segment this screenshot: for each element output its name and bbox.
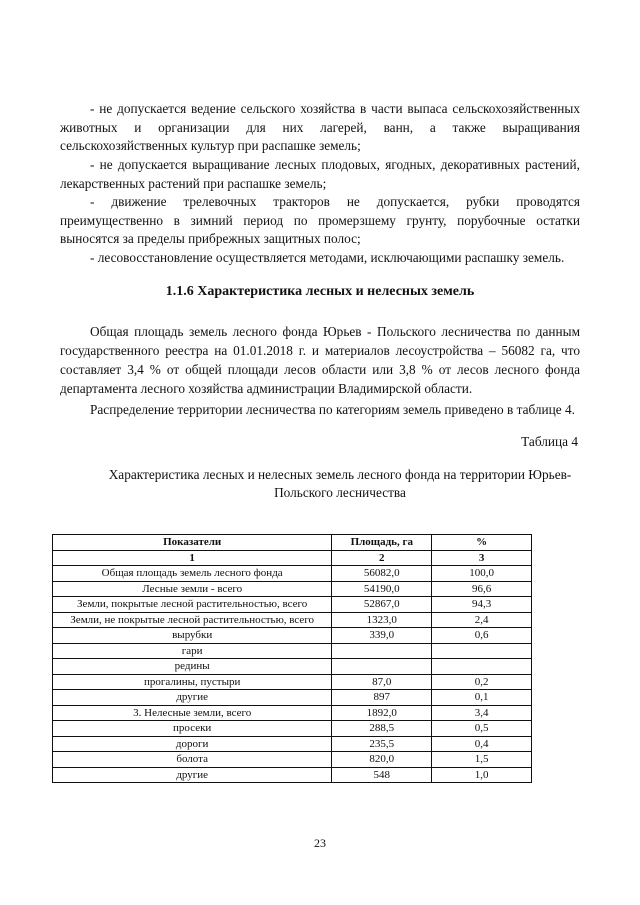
row-area [332,643,432,659]
row-label: редины [53,659,332,675]
paragraph-restriction-plants: - не допускается выращивание лесных плодовых, ягодных, декоративных растений, лекарственных растений при распашке земель; [60,157,580,191]
row-area: 54190,0 [332,581,432,597]
row-label: Общая площадь земель лесного фонда [53,566,332,582]
table-header-row [53,535,532,551]
row-percent: 0,2 [432,674,532,690]
table-row [53,643,532,659]
row-label: вырубки [53,628,332,644]
paragraph-distribution: Распределение территории лесничества по категориям земель приведено в таблице 4. [90,402,575,417]
row-area: 52867,0 [332,597,432,613]
row-percent: 1,0 [432,767,532,783]
row-label: дороги [53,736,332,752]
table-row [53,736,532,752]
row-area: 1323,0 [332,612,432,628]
paragraph-reforestation: - лесовосстановление осуществляется методами, исключающими распашку земель. [90,250,565,265]
row-area: 288,5 [332,721,432,737]
row-label: Лесные земли - всего [53,581,332,597]
row-percent: 0,1 [432,690,532,706]
land-characteristics-table [52,534,532,783]
table-label: Таблица 4 [521,434,578,449]
paragraph-total-area: Общая площадь земель лесного фонда Юрьев - Польского лесничества по данным государственного реестра на 01.01.2018 г. и материалов лесоустройства – 56082 га, что составляет 3,4 % от общей площади лесов области или 3,8 % от лесов лесного фонда департамента лесного хозяйства администрации Владимирской области. [60,324,580,396]
row-percent: 0,6 [432,628,532,644]
row-label: 3. Нелесные земли, всего [53,705,332,721]
row-label: другие [53,767,332,783]
row-percent: 3,4 [432,705,532,721]
row-area: 339,0 [332,628,432,644]
table-column-number-row [53,550,532,566]
row-label: гари [53,643,332,659]
row-area: 820,0 [332,752,432,768]
row-label: другие [53,690,332,706]
paragraph-restriction-agriculture: - не допускается ведение сельского хозяйства в части выпаса сельскохозяйственных животных и организации для них лагерей, ванн, а также выращивания сельскохозяйственных культур при распашке земель; [60,101,580,153]
table-row [53,628,532,644]
row-percent: 0,4 [432,736,532,752]
table-row [53,690,532,706]
table-row [53,721,532,737]
row-area: 87,0 [332,674,432,690]
table-row [53,566,532,582]
row-percent: 94,3 [432,597,532,613]
table-row [53,767,532,783]
section-heading: 1.1.6 Характеристика лесных и нелесных земель [165,284,475,299]
row-percent [432,659,532,675]
table-row [53,597,532,613]
row-label: Земли, покрытые лесной растительностью, всего [53,597,332,613]
table-row [53,752,532,768]
table-row [53,612,532,628]
row-label: Земли, не покрытые лесной растительностью, всего [53,612,332,628]
row-percent: 100,0 [432,566,532,582]
column-number: 3 [432,550,532,566]
row-label: болота [53,752,332,768]
table-row [53,705,532,721]
header-area: Площадь, га [332,535,432,551]
row-area: 548 [332,767,432,783]
row-area: 56082,0 [332,566,432,582]
row-area: 1892,0 [332,705,432,721]
row-percent: 2,4 [432,612,532,628]
table-row [53,674,532,690]
table-row [53,659,532,675]
row-percent: 1,5 [432,752,532,768]
row-area: 235,5 [332,736,432,752]
table-title: Характеристика лесных и нелесных земель лесного фонда на территории Юрьев-Польского лесничества [108,467,572,500]
row-area [332,659,432,675]
column-number: 2 [332,550,432,566]
header-percent: % [432,535,532,551]
row-percent: 0,5 [432,721,532,737]
row-label: просеки [53,721,332,737]
paragraph-restriction-tractors: - движение трелевочных тракторов не допускается, рубки проводятся преимущественно в зимний период по промерзшему грунту, порубочные остатки выносятся за пределы прибрежных защитных полос; [60,194,580,246]
header-indicators: Показатели [53,535,332,551]
table-row [53,581,532,597]
row-label: прогалины, пустыри [53,674,332,690]
row-percent [432,643,532,659]
page-number: 23 [314,836,326,850]
row-area: 897 [332,690,432,706]
column-number: 1 [53,550,332,566]
row-percent: 96,6 [432,581,532,597]
